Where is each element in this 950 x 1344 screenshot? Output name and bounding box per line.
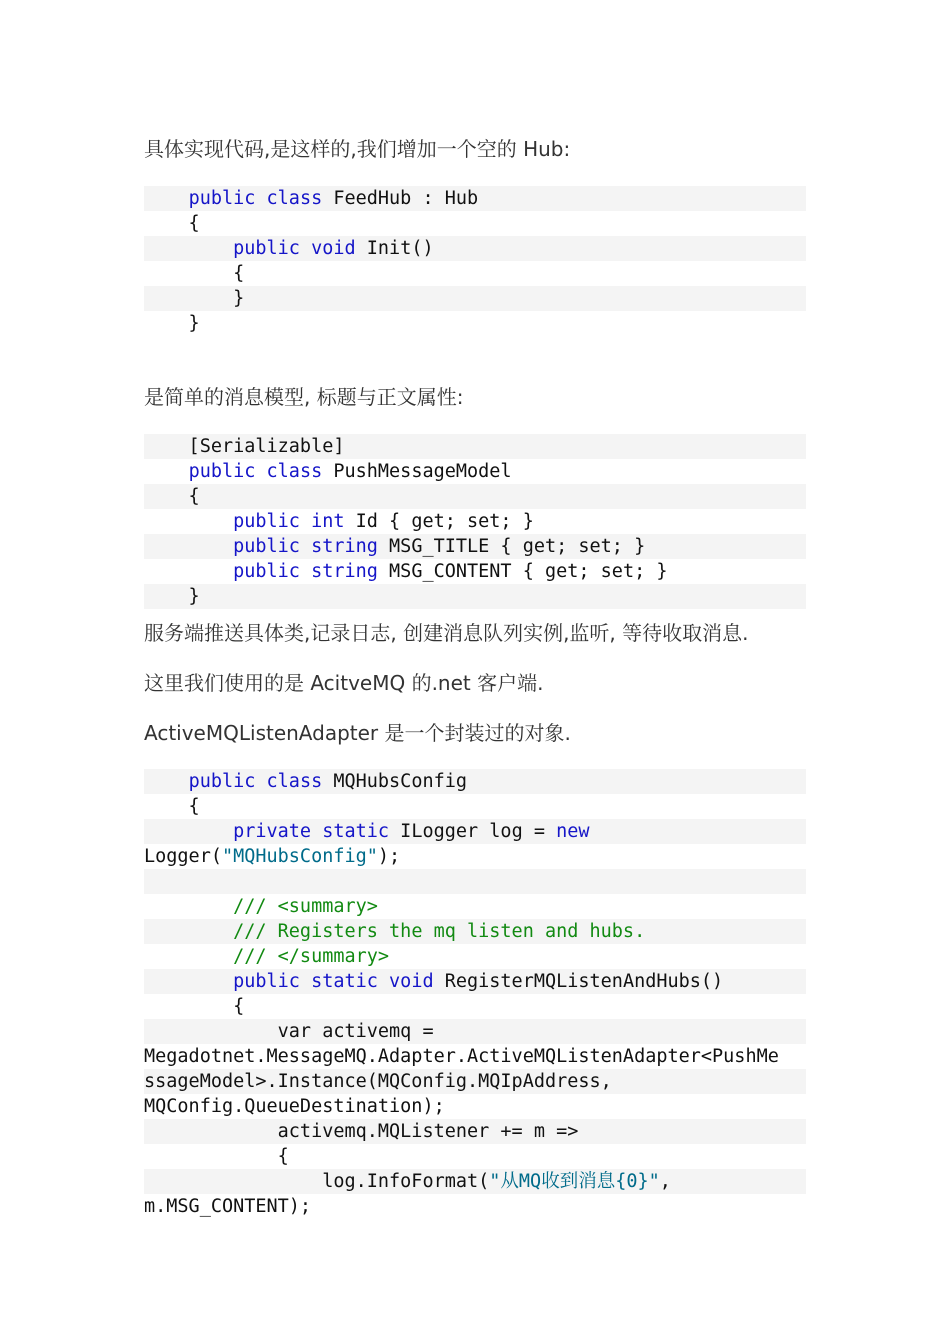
code-line — [144, 559, 806, 584]
code-token: var activemq = — [144, 1021, 434, 1042]
code-line — [144, 261, 806, 286]
code-token: RegisterMQListenAndHubs() — [433, 971, 724, 992]
code-line — [144, 1069, 806, 1094]
code-token — [144, 946, 233, 967]
code-line — [144, 1044, 806, 1069]
paragraph-server-push: 服务端推送具体类,记录日志, 创建消息队列实例,监听, 等待收取消息. — [144, 621, 749, 645]
code-token — [144, 771, 189, 792]
code-line — [144, 1019, 806, 1044]
code-token: public string — [233, 561, 378, 582]
code-token — [144, 896, 233, 917]
code-token: { — [144, 1146, 289, 1167]
code-token: PushMessageModel — [322, 461, 512, 482]
code-token: { — [144, 213, 200, 234]
code-token — [144, 821, 233, 842]
code-line — [144, 434, 806, 459]
code-token: Init() — [355, 238, 434, 259]
code-token: FeedHub : Hub — [322, 188, 479, 209]
code-token: public class — [188, 771, 323, 792]
code-token: public int — [233, 511, 345, 532]
code-token: activemq.MQListener += m => — [144, 1121, 579, 1142]
code-line — [144, 236, 806, 261]
code-line — [144, 969, 806, 994]
code-token — [144, 921, 233, 942]
code-token: public class — [188, 461, 323, 482]
code-token: MQConfig.QueueDestination); — [144, 1096, 445, 1117]
code-token — [144, 511, 233, 532]
code-token: Id { get; set; } — [344, 511, 534, 532]
code-token: public void — [233, 238, 356, 259]
code-token: public class — [188, 188, 323, 209]
code-line — [144, 844, 806, 869]
code-line — [144, 1144, 806, 1169]
code-token: { — [144, 486, 200, 507]
code-token: MQHubsConfig — [322, 771, 468, 792]
code-token: } — [144, 313, 200, 334]
code-token: /// </summary> — [233, 946, 390, 967]
code-line — [144, 1094, 806, 1119]
code-line — [144, 311, 806, 336]
code-token: /// Registers the mq listen and hubs. — [233, 921, 646, 942]
code-token: ); — [377, 846, 401, 867]
code-line — [144, 459, 806, 484]
code-token: ssageModel>.Instance(MQConfig.MQIpAddress, — [144, 1071, 612, 1092]
code-token: MSG_TITLE { get; set; } — [377, 536, 646, 557]
code-token — [144, 561, 233, 582]
code-token: } — [144, 586, 200, 607]
code-token: log.InfoFormat( — [144, 1171, 490, 1192]
code-line — [144, 994, 806, 1019]
code-block-feedhub — [144, 186, 806, 336]
code-token: private static — [233, 821, 390, 842]
code-block-mqhubsconfig — [144, 769, 806, 1219]
code-block-pushmessagemodel — [144, 434, 806, 609]
code-line — [144, 769, 806, 794]
code-token: { — [144, 796, 200, 817]
code-line — [144, 484, 806, 509]
paragraph-activemq-client: 这里我们使用的是 AcitveMQ 的.net 客户端. — [144, 671, 544, 695]
paragraph-listen-adapter: ActiveMQListenAdapter 是一个封装过的对象. — [144, 721, 571, 745]
code-token: /// <summary> — [233, 896, 378, 917]
code-line — [144, 584, 806, 609]
code-line — [144, 286, 806, 311]
code-line — [144, 1169, 806, 1194]
code-line — [144, 1194, 806, 1219]
code-line — [144, 186, 806, 211]
code-token: "MQHubsConfig" — [221, 846, 378, 867]
code-token — [144, 536, 233, 557]
code-token: m.MSG_CONTENT); — [144, 1196, 312, 1217]
code-line — [144, 869, 806, 894]
code-token: } — [144, 288, 245, 309]
code-token: [Serializable] — [144, 436, 345, 457]
code-token: Logger( — [144, 846, 222, 867]
code-token — [144, 238, 233, 259]
code-line — [144, 894, 806, 919]
code-token: , — [659, 1171, 671, 1192]
code-line — [144, 944, 806, 969]
code-token: { — [144, 996, 245, 1017]
paragraph-message-model: 是简单的消息模型, 标题与正文属性: — [144, 385, 464, 409]
code-line — [144, 211, 806, 236]
paragraph-intro-hub: 具体实现代码,是这样的,我们增加一个空的 Hub: — [144, 137, 571, 161]
code-line — [144, 534, 806, 559]
code-line — [144, 919, 806, 944]
code-token — [144, 461, 189, 482]
code-line — [144, 1119, 806, 1144]
code-token: ILogger log = — [389, 821, 557, 842]
code-token: new — [556, 821, 590, 842]
code-line — [144, 509, 806, 534]
code-token — [144, 188, 189, 209]
code-token: public static void — [233, 971, 434, 992]
code-line — [144, 819, 806, 844]
code-token: public string — [233, 536, 378, 557]
code-token: { — [144, 263, 245, 284]
code-token: MSG_CONTENT { get; set; } — [377, 561, 668, 582]
code-token — [144, 971, 233, 992]
code-token: "从MQ收到消息{0}" — [489, 1171, 660, 1192]
code-token: Megadotnet.MessageMQ.Adapter.ActiveMQListenAdapter<PushMe — [144, 1046, 779, 1067]
code-line — [144, 794, 806, 819]
